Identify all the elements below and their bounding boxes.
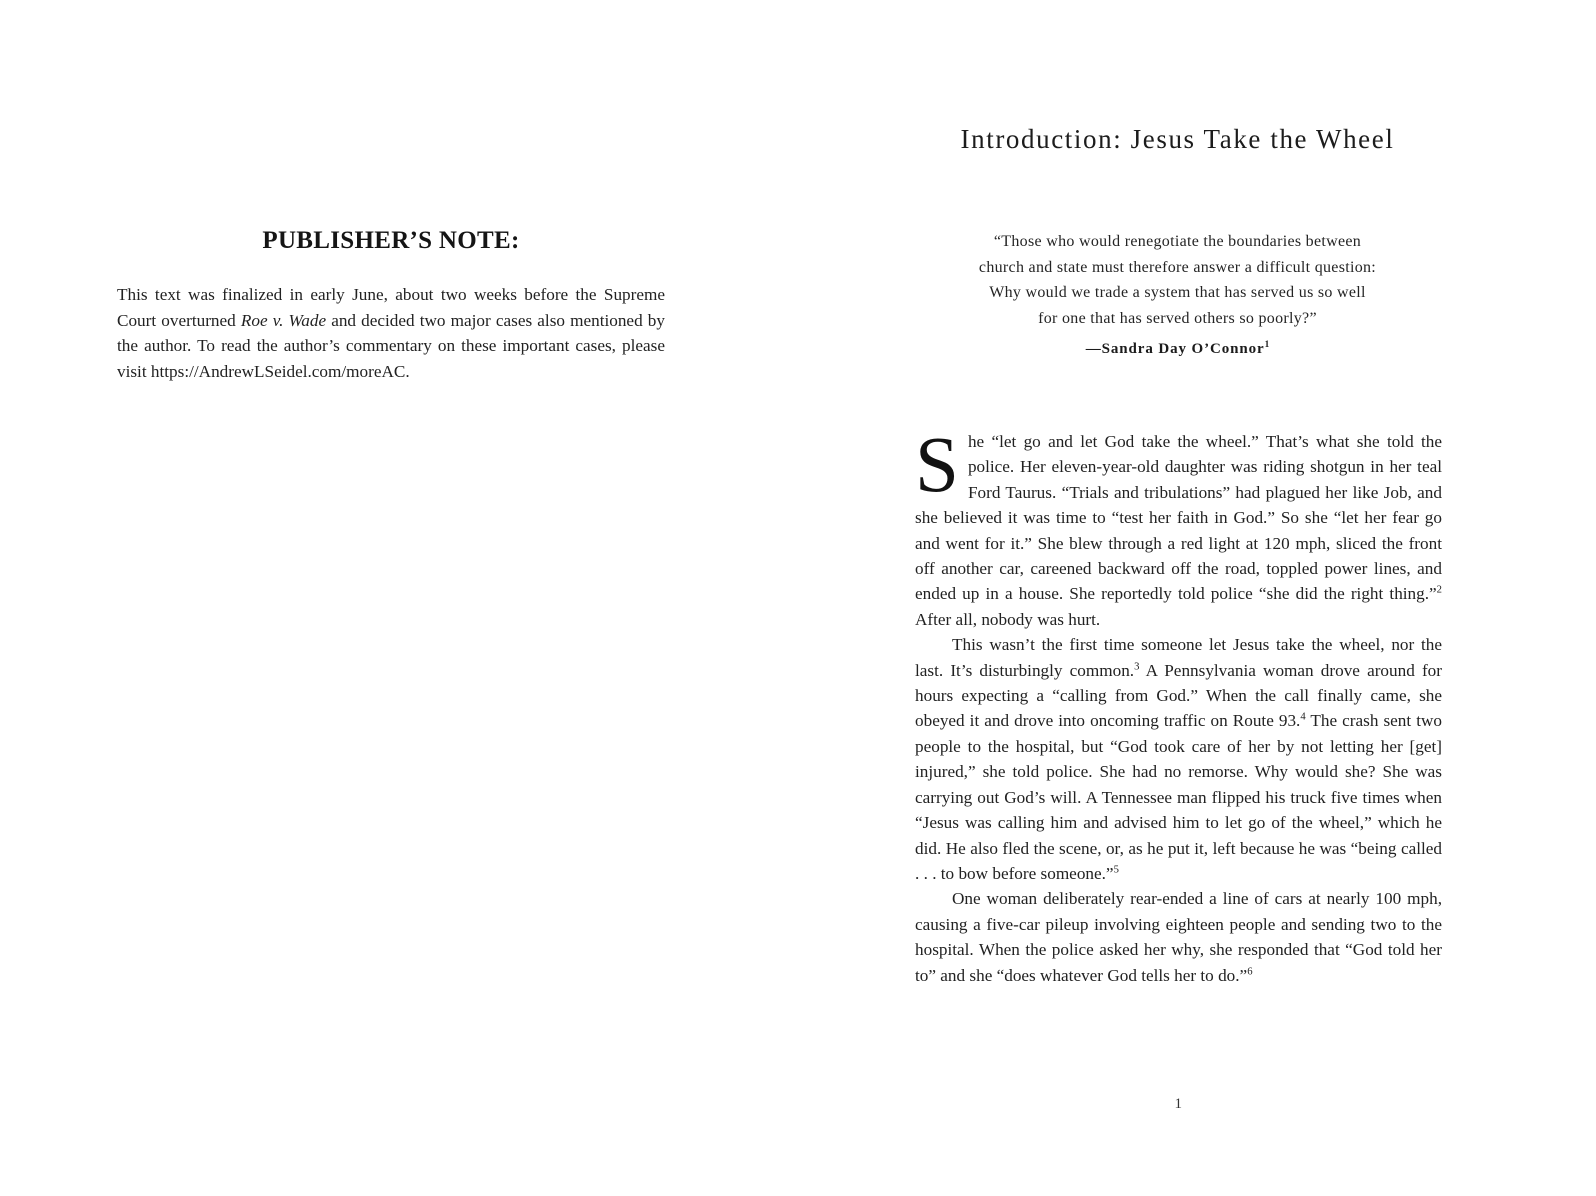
para2-text-3: The crash sent two people to the hospital, but “God took care of her by not letting her [get] injured,” she told police. She had no remorse. Why would she? She was carrying out God’s will. A Tennessee man flipped his truck five times when “Jesus was calling him and advised him to let go of the wheel,” which he did. He also fled the scene, or, as he put it, left because he was “being called . . . to bow before someone.” (915, 711, 1442, 883)
epigraph-line-2: church and state must therefore answer a difficult question: (978, 258, 1377, 276)
publishers-note-heading: PUBLISHER’S NOTE: (262, 227, 520, 254)
epigraph-attribution-name: —Sandra Day O’Connor (1085, 341, 1265, 358)
para1-text-2: After all, nobody was hurt. (915, 609, 1101, 629)
footnote-marker-4: 4 (1300, 711, 1306, 723)
body-paragraph-2 (915, 632, 1442, 886)
publishers-note-text-2: and decided two major cases also mentioned by the author. To read the author’s commentary on these important cases, please visit https://AndrewLSeidel.com/moreAC. (117, 310, 665, 381)
publishers-note-paragraph (117, 282, 665, 384)
publishers-note-section (117, 227, 665, 384)
body-paragraph-1 (915, 422, 1442, 632)
footnote-marker-3: 3 (1134, 660, 1140, 672)
publishers-note-text-1: This text was finalized in early June, about two weeks before the Supreme Court overturned (117, 285, 665, 330)
chapter-body (915, 422, 1442, 988)
case-name-italic: Roe v. Wade (240, 310, 327, 330)
epigraph-line-1: “Those who would renegotiate the boundaries between (993, 233, 1362, 250)
epigraph-attribution (905, 337, 1450, 363)
body-paragraph-3 (915, 886, 1442, 988)
epigraph (905, 229, 1450, 363)
footnote-marker-2: 2 (1436, 584, 1442, 596)
footnote-marker-1: 1 (1264, 340, 1270, 351)
footnote-marker-6: 6 (1247, 965, 1253, 977)
page-number: 1 (1174, 1096, 1183, 1112)
epigraph-line-4: for one that has served others so poorly?” (1038, 309, 1317, 327)
chapter-title: Introduction: Jesus Take the Wheel (960, 124, 1395, 154)
dropcap-letter: S (915, 422, 959, 509)
para2-text-2: A Pennsylvania woman drove around for hours expecting a “calling from God.” When the call finally came, she obeyed it and drove into oncoming traffic on Route 93. (915, 660, 1442, 731)
epigraph-line-3: Why would we trade a system that has served us so well (989, 284, 1366, 302)
para3-text-1: One woman deliberately rear-ended a line of cars at nearly 100 mph, causing a five-car pileup involving eighteen people and sending two to the hospital. When the police asked her why, she responded that “God told her to” and she “does whatever God tells her to do.” (915, 889, 1442, 985)
footnote-marker-5: 5 (1113, 864, 1119, 876)
para2-text-1: This wasn’t the first time someone let Jesus take the wheel, nor the last. It’s disturbingly common. (915, 635, 1442, 680)
para1-text-1: he “let go and let God take the wheel.” That’s what she told the police. Her eleven-year-old daughter was riding shotgun in her teal Ford Taurus. “Trials and tribulations” had plagued her like Job, and she believed it was time to “test her faith in God.” So she “let her fear go and went for it.” She blew through a red light at 120 mph, sliced the front off another car, careened backward off the road, toppled power lines, and ended up in a house. She reportedly told police “she did the right thing.” (915, 432, 1442, 604)
